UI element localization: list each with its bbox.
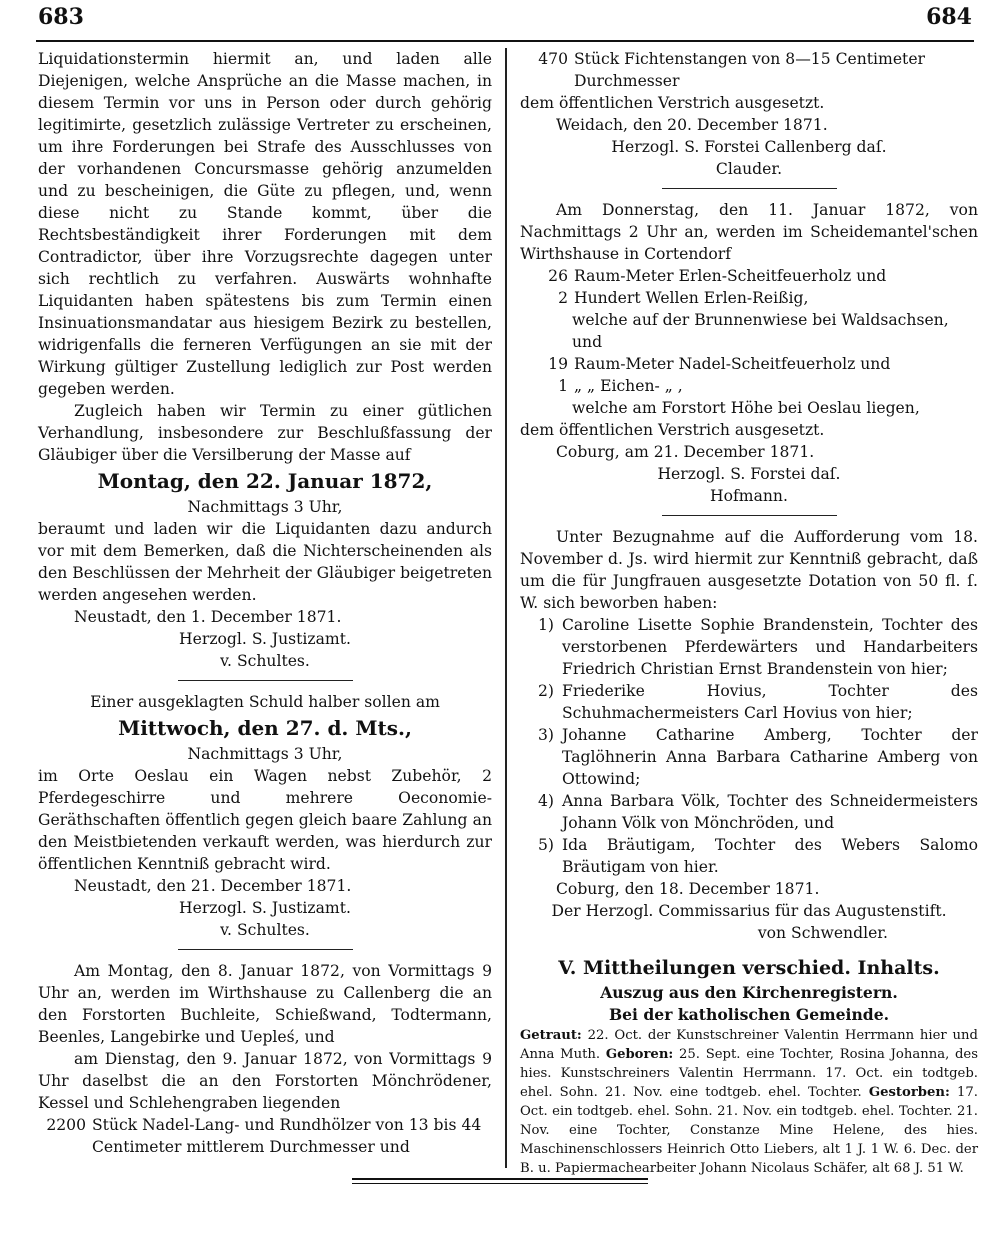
notice2-date: Mittwoch, den 27. d. Mts., <box>118 716 412 740</box>
notice1-authority: Herzogl. S. Justizamt. <box>179 630 351 648</box>
text-geboren: 25. Sept. eine Tochter, Rosina Johanna, des hies. Kunstschreiners Valentin Herrmann. 17. Oct. ein todtgeb. ehel. Sohn. 21. Nov. eine todtgeb. ehel. Tochter. <box>520 1047 978 1100</box>
notice3-place-date: Weidach, den 20. December 1871. <box>556 116 828 134</box>
list-number: 5) <box>537 836 554 854</box>
notice2-time: Nachmittags 3 Uhr, <box>187 745 343 763</box>
list-text: Ida Bräutigam, Tochter des Webers Salomo Bräutigam von hier. <box>562 836 978 876</box>
applicant-item <box>520 680 978 724</box>
notice2-authority: Herzogl. S. Justizamt. <box>179 899 351 917</box>
notice3-cont-item <box>520 48 978 92</box>
list-text: Johanne Catharine Amberg, Tochter der Taglöhnerin Anna Barbara Catharine Amberg von Ottowind; <box>562 726 978 788</box>
list-text: Caroline Lisette Sophie Brandenstein, Tochter des verstorbenen Pferdewärters und Handarbeiters Friedrich Christian Ernst Brandenstein von hier; <box>562 616 978 678</box>
list-number: 4) <box>537 792 554 810</box>
notice4-intro: Am Donnerstag, den 11. Januar 1872, von Nachmittags 2 Uhr an, werden im Scheidemantel'schen Wirthshause in Cortendorf <box>520 201 978 263</box>
applicant-item <box>520 790 978 834</box>
notice4-authority: Herzogl. S. Forstei daſ. <box>657 465 841 483</box>
notice-separator <box>178 680 353 681</box>
footer-rule-thin <box>352 1183 648 1184</box>
notice5-authority: Der Herzogl. Commissarius für das Augustenstift. <box>551 902 947 920</box>
text-gestorben: 17. Oct. ein todtgeb. ehel. Sohn. 21. Nov. ein todtgeb. ehel. Tochter. 21. Nov. eine Tochter, Constanze Mine Helene, des hies. Maschinenschlossers Heinrich Otto Liebers, alt 1 J. 1 W. 6. Dec. der B. u. Papiermachearbeiter Johann Nicolaus Schäfer, alt 68 J. 51 W. <box>520 1085 978 1176</box>
page-number-left: 683 <box>38 4 84 30</box>
right-column <box>520 48 978 1178</box>
notice-separator <box>662 515 837 516</box>
notice3-signature: Clauder. <box>715 160 783 178</box>
item-text: „ „ Eichen- „ , <box>574 377 683 395</box>
notice4-item <box>520 353 978 375</box>
notice4-signature: Hofmann. <box>710 487 788 505</box>
header-rule <box>36 40 974 42</box>
item-text: Stück Nadel-Lang- und Rundhölzer von 13 bis 44 Centimeter mittlerem Durchmesser und <box>92 1116 482 1156</box>
notice1-signature: v. Schultes. <box>220 652 310 670</box>
notice4-tail1: welche am Forstort Höhe bei Oeslau liegen, <box>572 399 920 417</box>
item-quantity: 470 <box>538 50 568 68</box>
notice3-body1: Am Montag, den 8. Januar 1872, von Vormittags 9 Uhr an, werden im Wirthshause zu Callenberg die an den Forstorten Buchleite, Schießwand, Todtermann, Beenles, Langebirke und Uepleś, und <box>38 962 492 1046</box>
notice5-intro: Unter Bezugnahme auf die Aufforderung vom 18. November d. Js. wird hiermit zur Kenntniß gebracht, daß um die für Jungfrauen ausgesetzte Dotation von 50 fl. ſ. W. sich beworben haben: <box>520 528 978 612</box>
notice3-tail: dem öffentlichen Verstrich ausgesetzt. <box>520 94 825 112</box>
notice4-item <box>520 265 978 287</box>
notice5-signature: von Schwendler. <box>757 924 888 942</box>
label-gestorben: Gestorben: <box>868 1085 950 1100</box>
notice1-place-date: Neustadt, den 1. December 1871. <box>74 608 342 626</box>
applicant-item <box>520 724 978 790</box>
footer-rule <box>352 1178 648 1180</box>
page-number-right: 684 <box>926 4 972 30</box>
notice2-place-date: Neustadt, den 21. December 1871. <box>74 877 352 895</box>
item-quantity: 26 <box>548 267 568 285</box>
list-number: 3) <box>537 726 554 744</box>
notice4-tail2: dem öffentlichen Verstrich ausgesetzt. <box>520 421 825 439</box>
notice4-mid: welche auf der Brunnenwiese bei Waldsachsen, und <box>572 311 949 351</box>
church-register-entries <box>520 1026 978 1178</box>
item-quantity: 19 <box>548 355 568 373</box>
notice2-signature: v. Schultes. <box>220 921 310 939</box>
list-text: Friederike Hovius, Tochter des Schuhmachermeisters Carl Hovius von hier; <box>562 682 978 722</box>
notice-separator <box>662 188 837 189</box>
section-heading: V. Mittheilungen verschied. Inhalts. <box>558 957 940 979</box>
notice3-body2: am Dienstag, den 9. Januar 1872, von Vormittags 9 Uhr daselbst die an den Forstorten Mönchrödener, Kessel und Schlehengraben liegenden <box>38 1050 492 1112</box>
text-getraut: 22. Oct. der Kunstschreiner Valentin Herrmann hier und Anna Muth. <box>520 1028 978 1062</box>
label-getraut: Getraut: <box>520 1028 582 1043</box>
notice2-body: im Orte Oeslau ein Wagen nebst Zubehör, 2 Pferdegeschirre und mehrere Oeconomie-Geräthschaften öffentlich gegen gleich baare Zahlung an den Meistbietenden verkauft werden, was hierdurch zur öffentlichen Kenntniß gebracht wird. <box>38 767 492 873</box>
notice1-time: Nachmittags 3 Uhr, <box>187 498 343 516</box>
notice1-date: Montag, den 22. Januar 1872, <box>97 469 433 493</box>
notice1-para1: Liquidationstermin hiermit an, und laden alle Diejenigen, welche Ansprüche an die Masse machen, in diesem Termin vor uns in Person oder durch gehörig legitimirte, gesetzlich zulässige Vertreter zu erscheinen, um ihre Forderungen bei Strafe des Ausschlusses von der vorhandenen Concursmasse gehörig anzumelden und zu bescheinigen, die Güte zu pflegen, und, wenn diese nicht zu Stande kommt, über die Rechtsbeständigkeit ihrer Forderungen mit dem Contradictor, über ihre Vorzugsrechte dagegen unter sich rechtlich zu verfahren. Auswärts wohnhafte Liquidanten haben spätestens bis zum Termin einen Insinuationsmandatar aus hiesigem Bezirk zu bestellen, widrigenfalls die ferneren Verfügungen an sie mit der Wirkung gültiger Zustellung lediglich zur Post werden gegeben werden. <box>38 50 492 398</box>
notice1-para2: Zugleich haben wir Termin zu einer gütlichen Verhandlung, insbesondere zur Beschlußfassung der Gläubiger über die Versilberung der Masse auf <box>38 402 492 464</box>
item-text: Stück Fichtenstangen von 8—15 Centimeter Durchmesser <box>574 50 926 90</box>
left-column <box>38 48 492 1158</box>
item-text: Raum-Meter Erlen-Scheitfeuerholz und <box>574 267 887 285</box>
item-quantity: 2200 <box>46 1116 86 1134</box>
notice3-item <box>38 1114 492 1158</box>
notice4-place-date: Coburg, am 21. December 1871. <box>556 443 815 461</box>
section-subsubheading: Bei der katholischen Gemeinde. <box>608 1005 890 1024</box>
list-text: Anna Barbara Völk, Tochter des Schneidermeisters Johann Völk von Mönchröden, und <box>562 792 978 832</box>
notice4-item <box>520 287 978 309</box>
notice5-place-date: Coburg, den 18. December 1871. <box>556 880 820 898</box>
column-divider <box>505 48 507 1168</box>
list-number: 2) <box>537 682 554 700</box>
applicant-item <box>520 834 978 878</box>
section-subheading: Auszug aus den Kirchenregistern. <box>600 983 898 1002</box>
item-text: Hundert Wellen Erlen-Reißig, <box>574 289 809 307</box>
item-quantity: 1 <box>558 377 568 395</box>
list-number: 1) <box>537 616 554 634</box>
label-geboren: Geboren: <box>605 1047 674 1062</box>
applicant-item <box>520 614 978 680</box>
notice2-intro: Einer ausgeklagten Schuld halber sollen am <box>90 693 440 711</box>
notice4-item <box>520 375 978 397</box>
notice-separator <box>178 949 353 950</box>
item-text: Raum-Meter Nadel-Scheitfeuerholz und <box>574 355 891 373</box>
item-quantity: 2 <box>558 289 568 307</box>
notice3-authority: Herzogl. S. Forstei Callenberg daſ. <box>611 138 887 156</box>
notice1-para3: beraumt und laden wir die Liquidanten dazu andurch vor mit dem Bemerken, daß die Nichterscheinenden als den Beschlüssen der Mehrheit der Gläubiger beigetreten werden angesehen werden. <box>38 520 492 604</box>
